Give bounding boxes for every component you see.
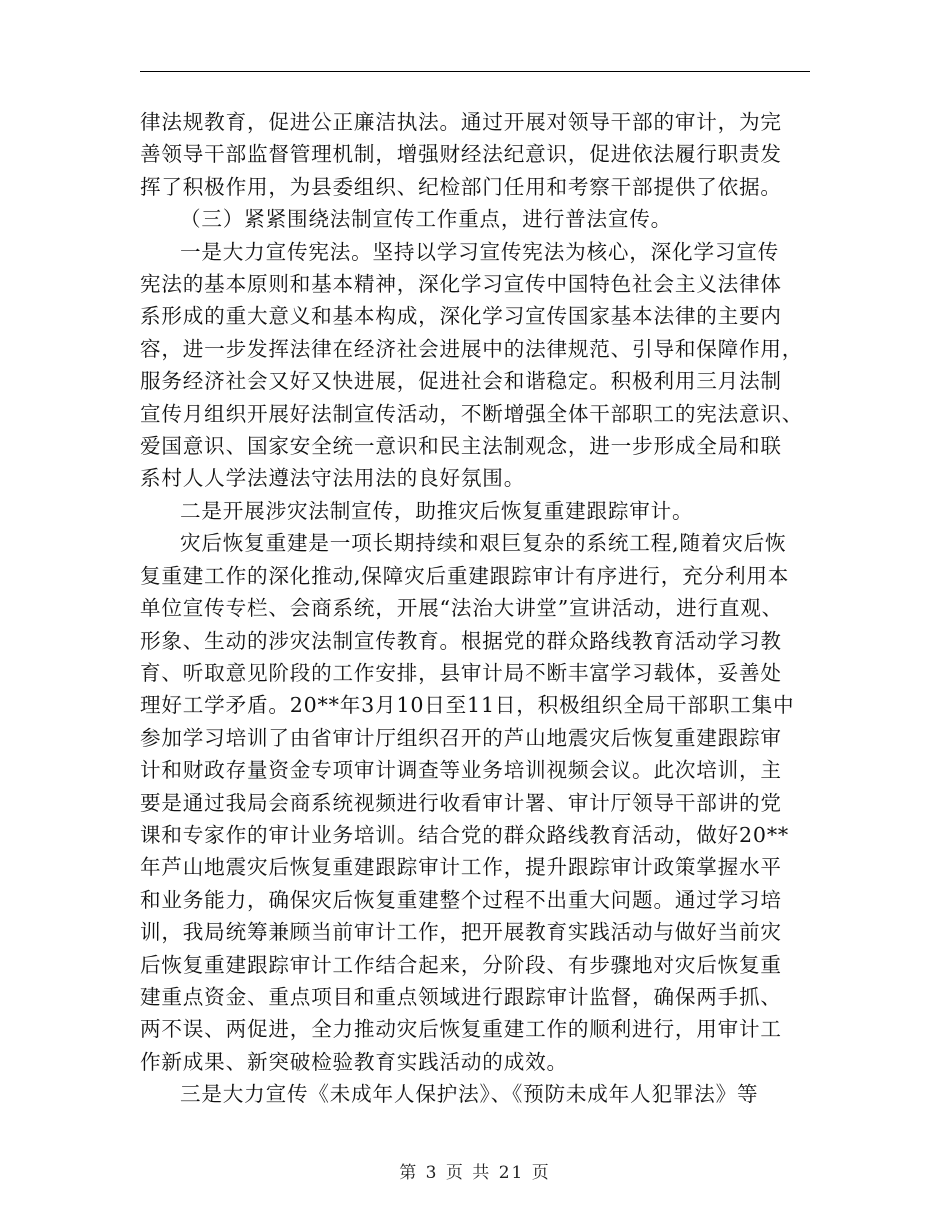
text-line: 宣传月组织开展好法制宣传活动，不断增强全体干部职工的宪法意识、 <box>140 401 804 426</box>
text-line: 参加学习培训了由省审计厅组织召开的芦山地震灾后恢复重建跟踪审 <box>140 725 782 750</box>
text-line: 宪法的基本原则和基本精神，深化学习宣传中国特色社会主义法律体 <box>140 272 782 297</box>
text-line: 要是通过我局会商系统视频进行收看审计署、审计厅领导干部讲的党 <box>140 790 782 815</box>
text-line: 和业务能力，确保灾后恢复重建整个过程不出重大问题。通过学习培 <box>140 887 782 912</box>
text-line: 系形成的重大意义和基本构成，深化学习宣传国家基本法律的主要内 <box>140 304 782 329</box>
text-line: 育、听取意见阶段的工作安排，县审计局不断丰富学习载体，妥善处 <box>140 660 782 685</box>
text-line: 灾后恢复重建是一项长期持续和艰巨复杂的系统工程,随着灾后恢 <box>180 531 787 556</box>
text-line: 作新成果、新突破检验教育实践活动的成效。 <box>140 1049 568 1074</box>
text-line: 服务经济社会又好又快进展，促进社会和谐稳定。积极利用三月法制 <box>140 369 782 394</box>
text-line: 训，我局统筹兼顾当前审计工作，把开展教育实践活动与做好当前灾 <box>140 920 782 945</box>
text-line: 律法规教育，促进公正廉洁执法。通过开展对领导干部的审计，为完 <box>140 110 782 134</box>
text-line: 理好工学矛盾。20**年3月10日至11日，积极组织全局干部职工集中 <box>140 693 795 718</box>
text-line: 爱国意识、国家安全统一意识和民主法制观念，进一步形成全局和联 <box>140 434 782 459</box>
text-line: 建重点资金、重点项目和重点领域进行跟踪审计监督，确保两手抓、 <box>140 984 782 1009</box>
text-line: 容，进一步发挥法律在经济社会进展中的法律规范、引导和保障作用， <box>140 336 804 361</box>
header-rule <box>140 71 810 72</box>
text-line: 后恢复重建跟踪审计工作结合起来，分阶段、有步骤地对灾后恢复重 <box>140 952 782 977</box>
text-line: 三是大力宣传《未成年人保护法》、《预防未成年人犯罪法》等 <box>180 1082 759 1107</box>
text-line: 二是开展涉灾法制宣传，助推灾后恢复重建跟踪审计。 <box>180 498 694 523</box>
text-line: 课和专家作的审计业务培训。结合党的群众路线教育活动，做好20** <box>140 822 790 847</box>
page-footer: 第 3 页 共 21 页 <box>399 1163 551 1183</box>
text-line: 善领导干部监督管理机制，增强财经法纪意识，促进依法履行职责发 <box>140 142 782 167</box>
text-line: 两不误、两促进，全力推动灾后恢复重建工作的顺利进行，用审计工 <box>140 1017 782 1042</box>
text-line: 形象、生动的涉灾法制宣传教育。根据党的群众路线教育活动学习教 <box>140 628 782 653</box>
text-line: （三）紧紧围绕法制宣传工作重点，进行普法宣传。 <box>180 207 673 232</box>
text-line: 单位宣传专栏、会商系统，开展“法治大讲堂”宣讲活动，进行直观、 <box>140 596 784 621</box>
document-body <box>140 106 810 1111</box>
text-line: 复重建工作的深化推动,保障灾后重建跟踪审计有序进行，充分利用本 <box>140 563 790 588</box>
text-line: 一是大力宣传宪法。坚持以学习宣传宪法为核心，深化学习宣传 <box>180 239 780 264</box>
text-line: 系村人人学法遵法守法用法的良好氛围。 <box>140 466 526 491</box>
text-line: 年芦山地震灾后恢复重建跟踪审计工作，提升跟踪审计政策掌握水平 <box>140 855 782 880</box>
text-line: 计和财政存量资金专项审计调查等业务培训视频会议。此次培训，主 <box>140 758 782 783</box>
text-line: 挥了积极作用，为县委组织、纪检部门任用和考察干部提供了依据。 <box>140 174 782 199</box>
